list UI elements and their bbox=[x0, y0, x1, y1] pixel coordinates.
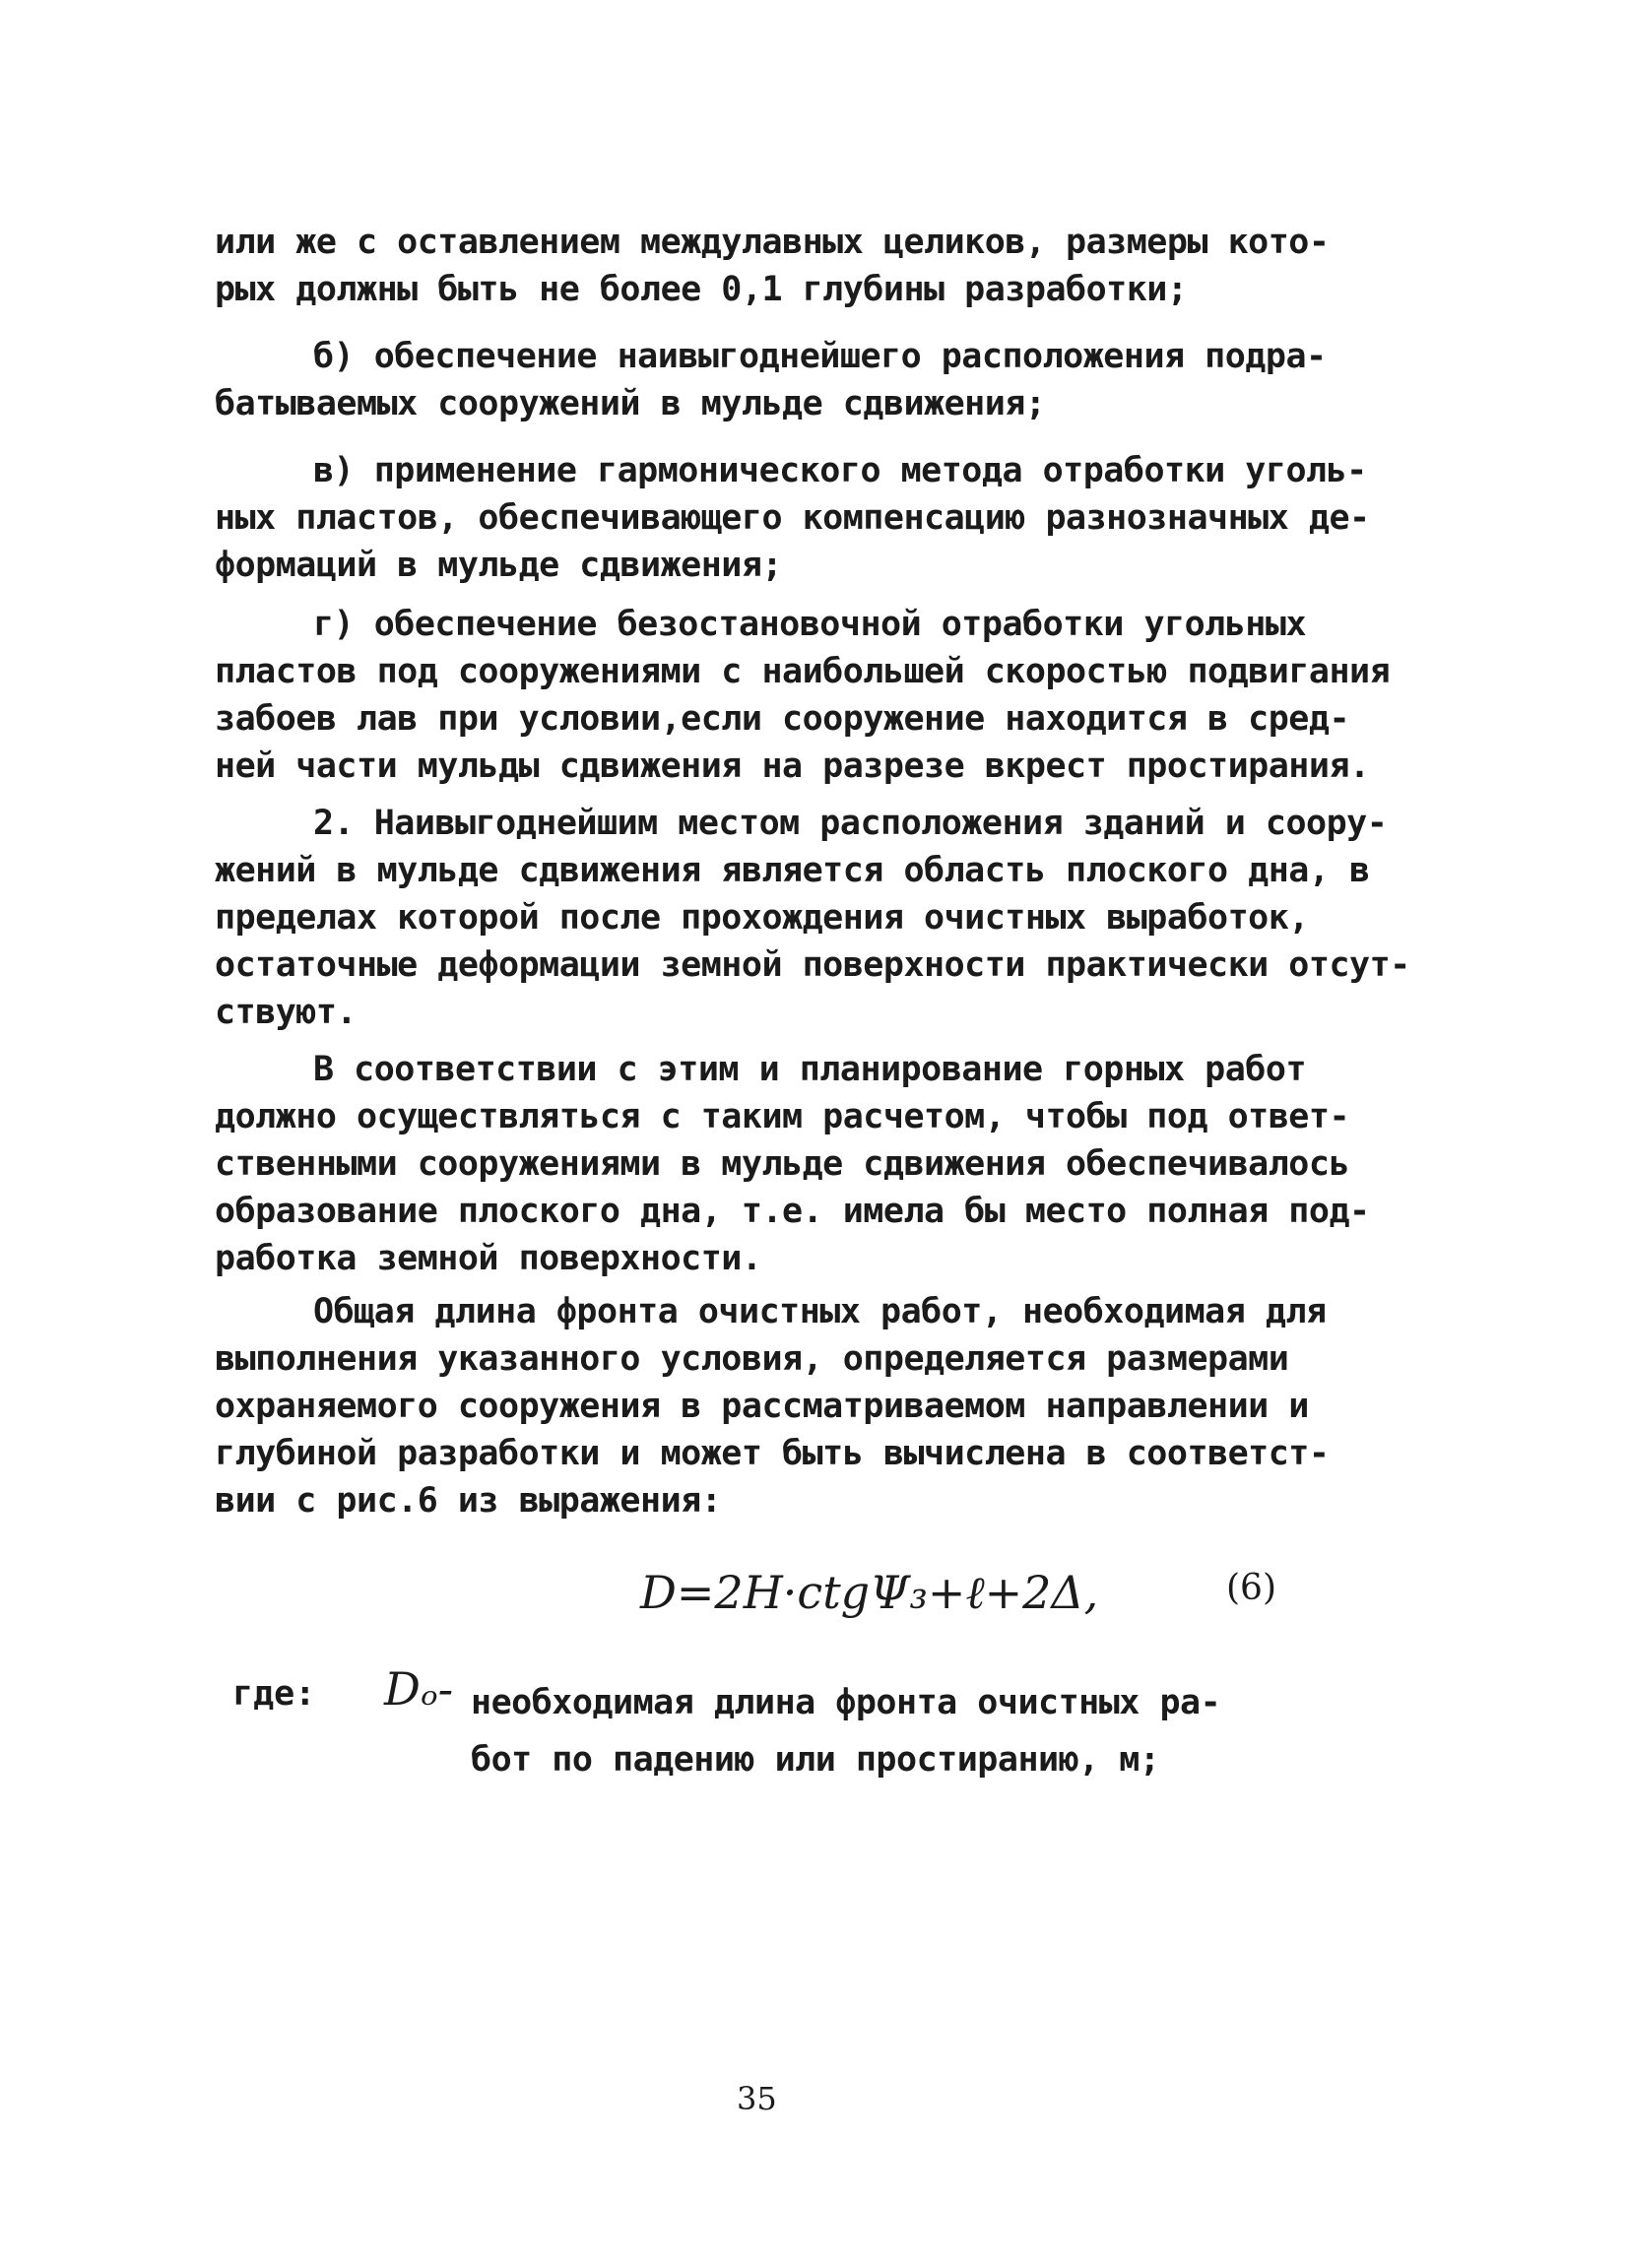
text-line: или же с оставлением междулавных целиков, размеры кото- bbox=[215, 223, 1330, 262]
paragraph-continuation bbox=[215, 219, 1436, 313]
paragraph-point-2 bbox=[215, 800, 1436, 1036]
text-line: Общая длина фронта очистных работ, необходимая для bbox=[313, 1292, 1327, 1331]
text-line: пределах которой после прохождения очистных выработок, bbox=[215, 898, 1309, 938]
text-line: должно осуществляться с таким расчетом, чтобы под ответ- bbox=[215, 1097, 1350, 1136]
text-line: ствуют. bbox=[215, 993, 358, 1032]
paragraph-item-v bbox=[215, 447, 1436, 589]
text-line: ственными сооружениями в мульде сдвижения обеспечивалось bbox=[215, 1144, 1350, 1184]
text-line: в) применение гармонического метода отработки уголь- bbox=[313, 451, 1367, 490]
text-line: остаточные деформации земной поверхности практически отсут- bbox=[215, 945, 1410, 985]
text-line: рых должны быть не более 0,1 глубины разработки; bbox=[215, 270, 1188, 309]
text-line: забоев лав при условии,если сооружение находится в сред- bbox=[215, 699, 1350, 739]
text-line: формаций в мульде сдвижения; bbox=[215, 546, 783, 585]
text-line: б) обеспечение наивыгоднейшего расположения подра- bbox=[313, 337, 1327, 376]
formula-number: (6) bbox=[1226, 1568, 1276, 1608]
text-line: ней части мульды сдвижения на разрезе вкрест простирания. bbox=[215, 746, 1370, 786]
where-label: где: bbox=[232, 1674, 316, 1714]
text-line: работка земной поверхности. bbox=[215, 1239, 762, 1278]
definition-text bbox=[471, 1674, 1220, 1788]
text-line: охраняемого сооружения в рассматриваемом направлении и bbox=[215, 1387, 1309, 1426]
text-line: ных пластов, обеспечивающего компенсацию разнозначных де- bbox=[215, 498, 1370, 538]
text-line: В соответствии с этим и планирование горных работ bbox=[313, 1050, 1307, 1089]
text-line: 2. Наивыгоднейшим местом расположения зданий и соору- bbox=[313, 804, 1388, 843]
page-number: 35 bbox=[737, 2080, 777, 2117]
text-line: жений в мульде сдвижения является область плоского дна, в bbox=[215, 851, 1370, 890]
text-line: бот по падению или простиранию, м; bbox=[471, 1740, 1160, 1780]
text-line: образование плоского дна, т.е. имела бы место полная под- bbox=[215, 1192, 1370, 1231]
paragraph-planning bbox=[215, 1046, 1436, 1282]
text-line: глубиной разработки и может быть вычислена в соответст- bbox=[215, 1434, 1330, 1473]
text-line: пластов под сооружениями с наибольшей скоростью подвигания bbox=[215, 652, 1391, 691]
text-line: вии с рис.6 из выражения: bbox=[215, 1481, 722, 1521]
paragraph-item-g bbox=[215, 601, 1436, 790]
paragraph-front-length bbox=[215, 1288, 1436, 1524]
text-line: необходимая длина фронта очистных ра- bbox=[471, 1683, 1221, 1722]
text-line: батываемых сооружений в мульде сдвижения; bbox=[215, 384, 1046, 423]
paragraph-item-b bbox=[215, 333, 1436, 427]
text-line: выполнения указанного условия, определяется размерами bbox=[215, 1339, 1289, 1379]
formula-expression: D=2H·ctgΨ₃+ℓ+2Δ, bbox=[640, 1566, 1099, 1619]
definition-symbol: Dₒ- bbox=[384, 1662, 454, 1716]
text-line: г) обеспечение безостановочной отработки угольных bbox=[313, 605, 1307, 644]
